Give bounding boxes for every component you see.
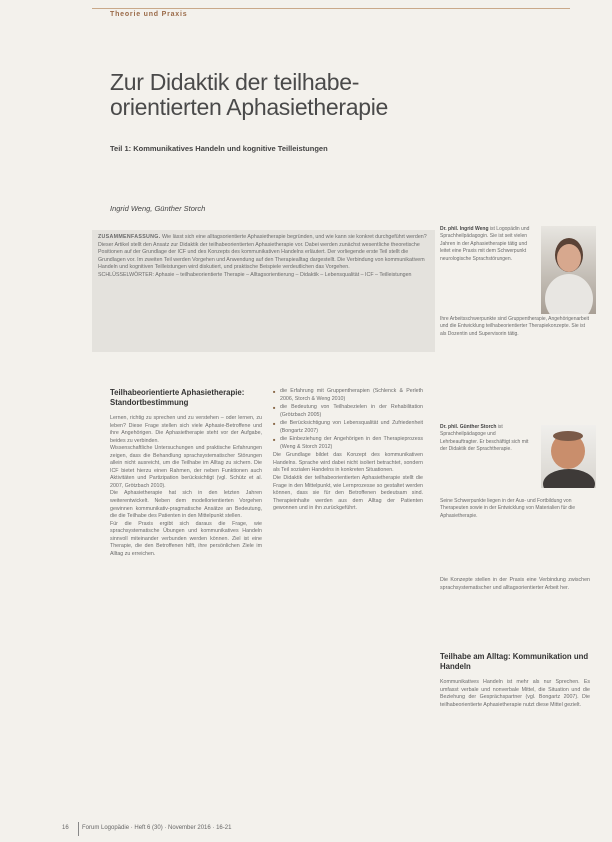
bullet-item: ■ die Bedeutung von Teilhabezielen in der Rehabilitation (Grötzbach 2005) [273, 404, 423, 419]
bullet-item: ■ die Einbeziehung der Angehörigen in den Therapieprozess (Weng & Storch 2012) [273, 436, 423, 451]
column-2 [273, 388, 423, 513]
author-bio-storch-cont: Seine Schwerpunkte liegen in der Aus- und Fortbildung von Therapeuten sowie in der Entwicklung von Materialien für die Aphasietherapie. [440, 498, 576, 519]
paragraph: Kommunikatives Handeln ist mehr als nur Sprechen. Es umfasst verbale und nonverbale Mittel, die Situation und die Beziehung der Gesprächspartner (vgl. Bongartz 2007). Die teilhabeorientierte Aphasietherapie nutzt diese Mittel gezielt. [440, 679, 590, 708]
section-heading: Teilhabeorientierte Aphasietherapie: Standortbestimmung [110, 388, 245, 407]
bullet-item: ■ die Berücksichtigung von Lebensqualität und Zufriedenheit (Bongartz 2007) [273, 420, 423, 435]
section-tag: Theorie und Praxis [110, 11, 188, 18]
footer-citation: Forum Logopädie · Heft 6 (30) · November 2016 · 16-21 [82, 825, 232, 831]
author-bio-weng [440, 226, 535, 263]
column-1 [110, 388, 262, 558]
paragraph: Lernen, richtig zu sprechen und zu verstehen – oder lernen, zu leben? Diese Frage stellen sich viele Aphasie-Betroffene und ihre Angehörigen. Die Aphasietherapie steht vor der Aufgabe, beides zu verbinden. [110, 415, 262, 444]
author-photo-weng [541, 226, 596, 314]
abstract-lead: ZUSAMMENFASSUNG. [98, 234, 161, 240]
article-title: Zur Didaktik der teilhabe-orientierten Aphasietherapie [110, 69, 389, 120]
column-3 [440, 652, 590, 709]
author-bio-weng-cont: Ihre Arbeitsschwerpunkte sind Gruppentherapie, Angehörigenarbeit und die Entwicklung teilhabeorientierter Therapiekonzepte. Sie ist als Dozentin und Supervisorin tätig. [440, 316, 589, 337]
author-name: Dr. phil. Günther Storch [440, 424, 497, 430]
author-bio-text: ist Logopädin und Sprachheilpädagogin. Sie ist seit vielen Jahren in der Aphasietherapie tätig und leitet eine Praxis mit dem Schwerpunkt neurologische Sprachstörungen. [440, 226, 530, 262]
column-3-intro: Die Konzepte stellen in der Praxis eine Verbindung zwischen sprachsystematischer und alltagsorientierter Arbeit her. [440, 577, 590, 591]
author-bio-storch [440, 424, 535, 454]
abstract-text: Wie lässt sich eine alltagsorientierte Aphasietherapie begründen, und wie kann sie konkret durchgeführt werden? Dieser Artikel stellt den Ansatz zur Didaktik der teilhabeorientierten Aphasietherapie vor. Dabei werden zunächst wesentliche theoretische Positionen auf der Grundlage der ICF und des Konzepts des kommunikativen Handelns erläutert. Der vorliegende erste Teil stellt die Grundlagen vor. Im zweiten Teil werden Vorgehen und Anwendung auf den Therapiealltag dargestellt. Die Verbindung von kommunikativem Handeln und kognitiven Teilleistungen wird diskutiert, und praktische Beispiele verdeutlichen das Vorgehen. [98, 234, 427, 271]
paragraph: Wissenschaftliche Untersuchungen und praktische Erfahrungen zeigen, dass die Behandlung sprachsystematischer Störungen allein nicht ausreicht, um die Teilhabe im Alltag zu sichern. Die ICF bietet hierzu einen Rahmen, der neben Funktionen auch Aktivitäten und Partizipation berücksichtigt (vgl. Schütz et al. 2007, Grötzbach 2010). [110, 445, 262, 489]
bullet-item: ■ die Erfahrung mit Gruppentherapien (Schlenck & Perleth 2006, Storch & Weng 2010) [273, 388, 423, 403]
article-subtitle: Teil 1: Kommunikatives Handeln und kognitive Teilleistungen [110, 144, 328, 153]
article-authors: Ingrid Weng, Günther Storch [110, 204, 206, 213]
paragraph: Die Grundlage bildet das Konzept des kommunikativen Handelns. Sprache wird dabei nicht isoliert betrachtet, sondern als Teil sozialen Handelns in konkreten Situationen. [273, 452, 423, 474]
author-photo-storch [541, 425, 596, 488]
top-rule [92, 8, 570, 9]
footer-rule [78, 822, 79, 836]
abstract-box [92, 230, 435, 352]
abstract-keywords: SCHLÜSSELWÖRTER: Aphasie – teilhabeorientierte Therapie – Alltagsorientierung – Didaktik – Lebensqualität – ICF – Teilleistungen [98, 271, 412, 278]
bullet-list [273, 388, 423, 451]
paragraph: Für die Praxis ergibt sich daraus die Frage, wie sprachsystematische Übungen und kommunikatives Handeln sinnvoll miteinander verbunden werden können. Ziel ist eine Therapie, die den Betroffenen hilft, ihre persönlichen Ziele im Alltag zu erreichen. [110, 520, 262, 557]
author-name: Dr. phil. Ingrid Weng [440, 226, 489, 232]
section-heading: Teilhabe am Alltag: Kommunikation und Handeln [440, 652, 589, 671]
page-number: 16 [62, 825, 69, 831]
paragraph: Die Didaktik der teilhabeorientierten Aphasietherapie stellt die Frage in den Mittelpunkt, wie Lernprozesse so gestaltet werden können, dass sie für den Betroffenen bedeutsam sind. Therapieinhalte werden aus dem Alltag der Patienten gewonnen und in ihn zurückgeführt. [273, 475, 423, 512]
paragraph: Die Aphasietherapie hat sich in den letzten Jahren weiterentwickelt. Neben dem modellorientierten Vorgehen gewinnen kommunikativ-pragmatische Ansätze an Bedeutung, die die Teilhabe des Patienten in den Mittelpunkt stellen. [110, 490, 262, 520]
author-bio-text: ist Sprachheilpädagoge und Lehrbeauftragter. Er beschäftigt sich mit der Didaktik der Sprachtherapie. [440, 424, 529, 453]
